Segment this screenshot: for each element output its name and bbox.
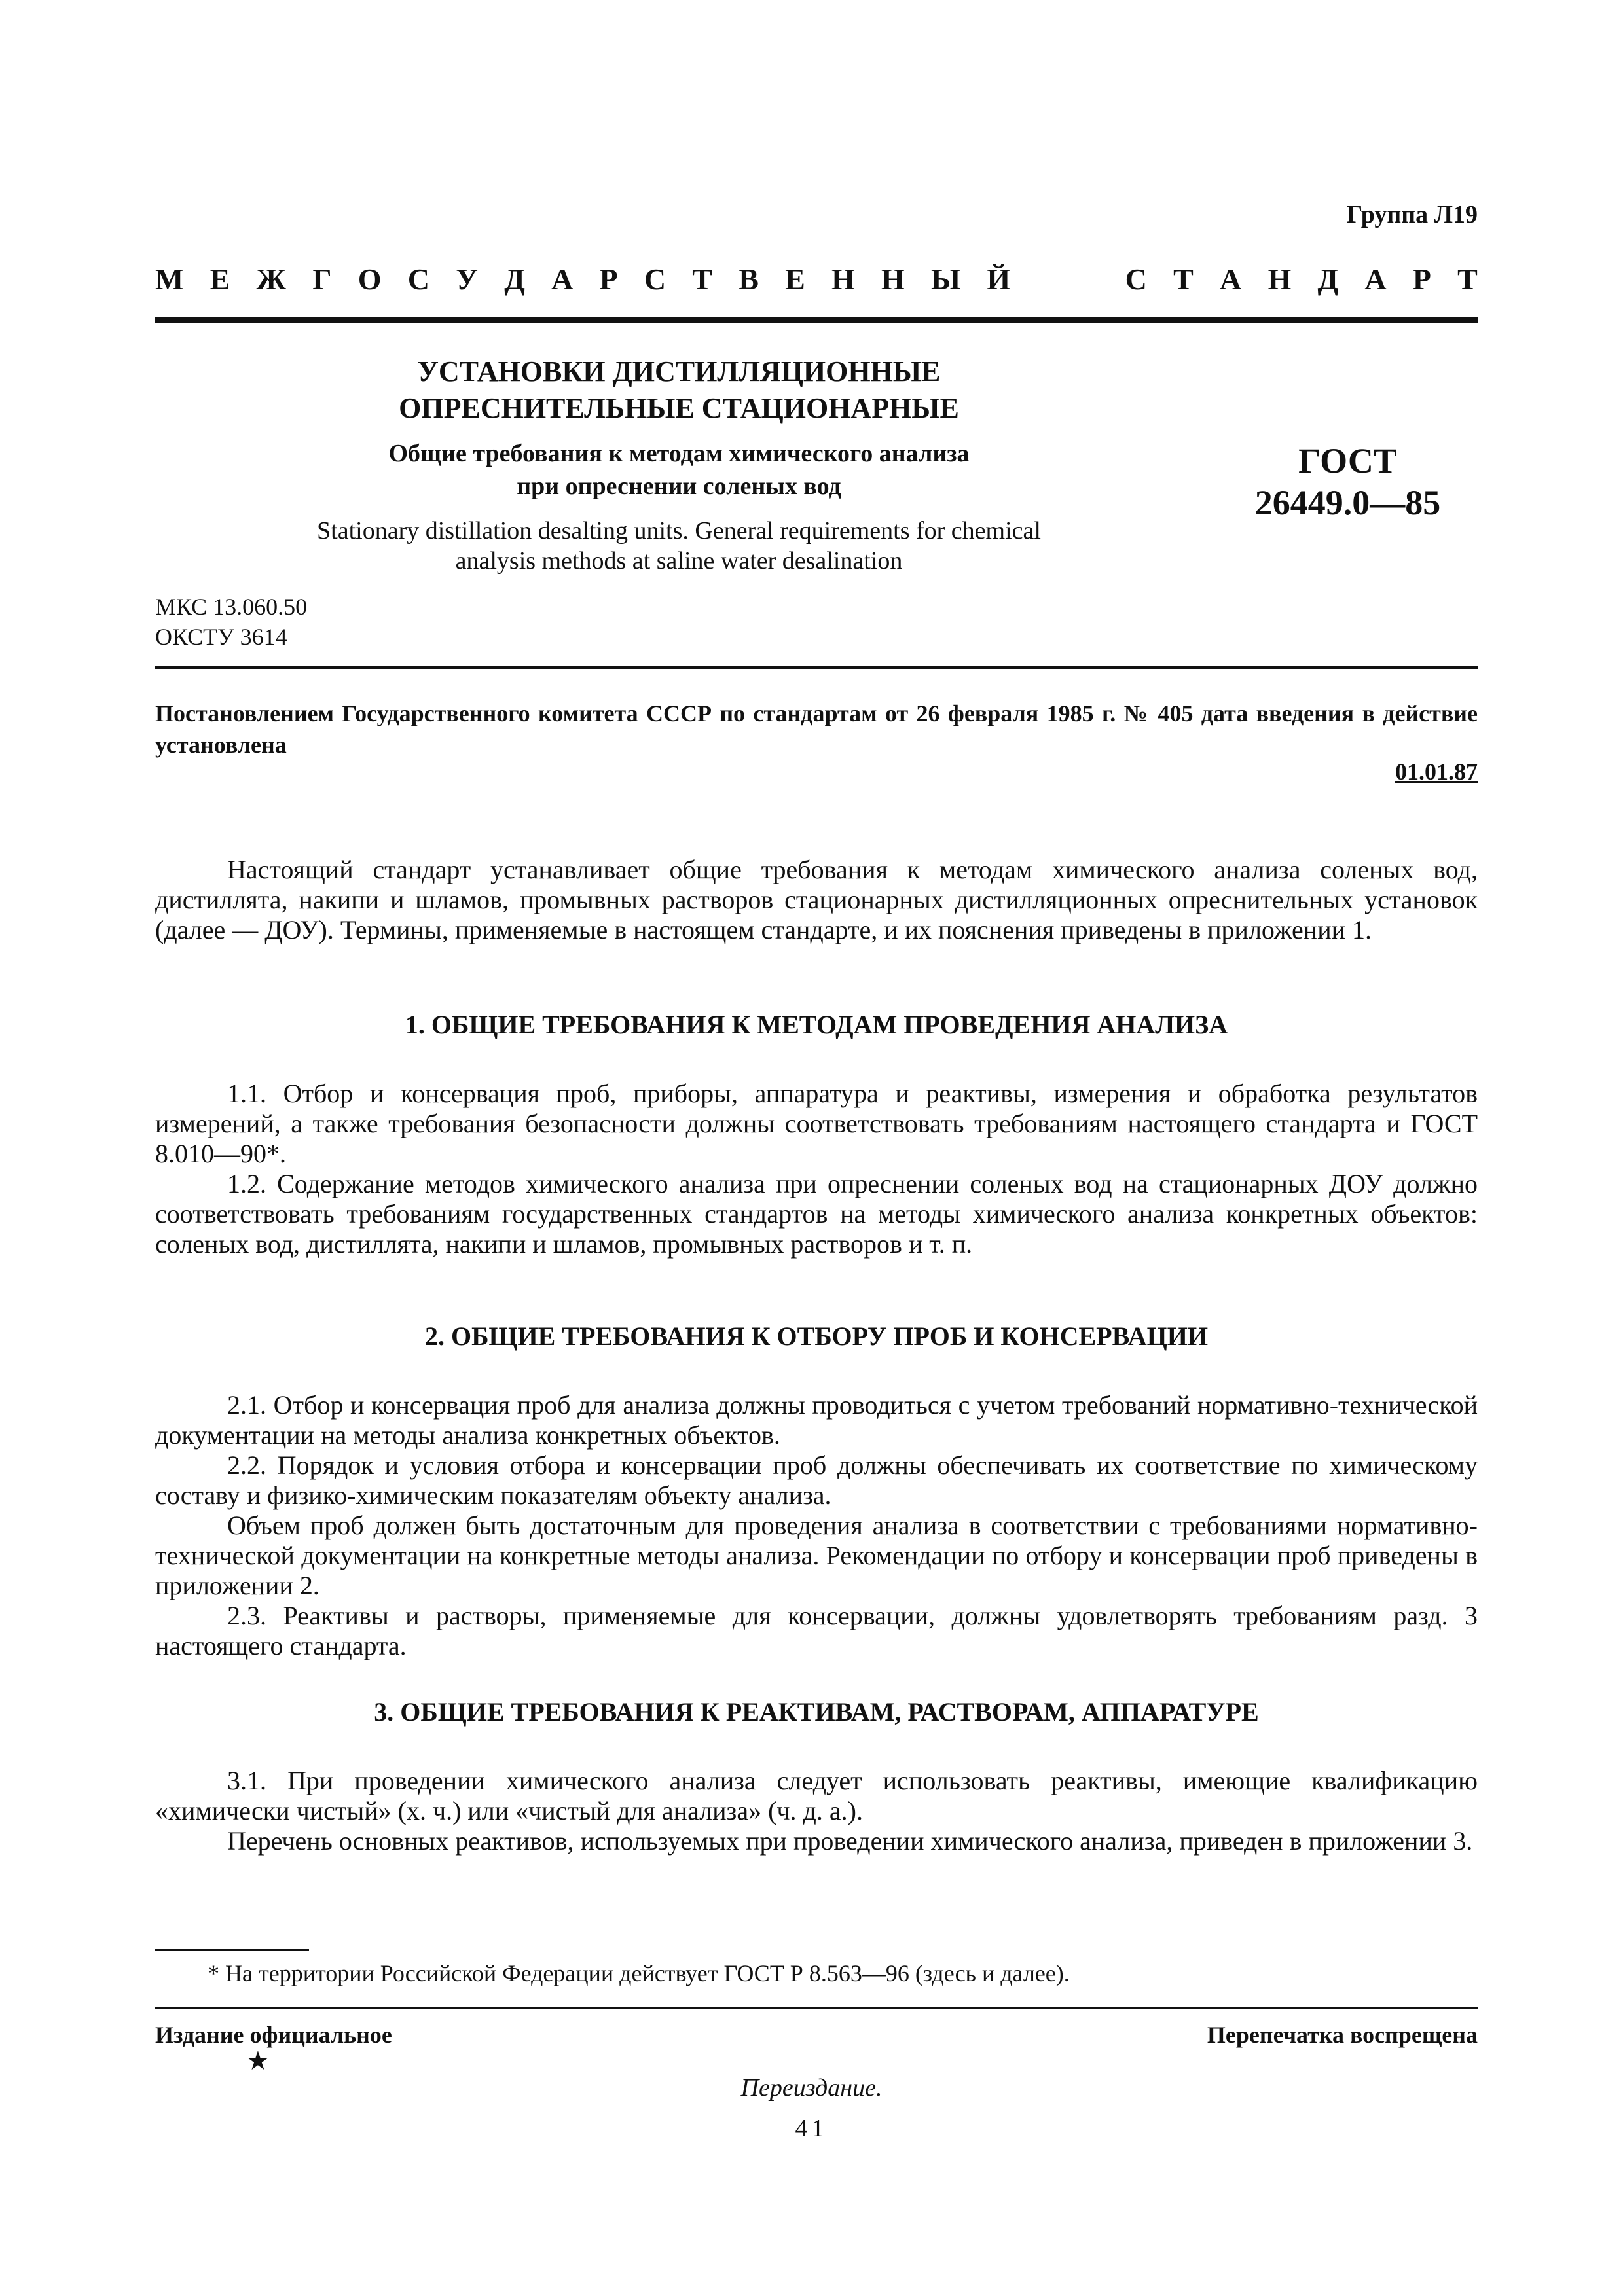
banner-letter: Н [831,262,855,296]
footer-rule [155,2007,1478,2009]
decree-text: Постановлением Государственного комитета СССР по стандартам от 26 февраля 1985 г. № 405 дата введения в действие установлена [155,700,1478,758]
section-1-heading: 1. ОБЩИЕ ТРЕБОВАНИЯ К МЕТОДАМ ПРОВЕДЕНИЯ АНАЛИЗА [405,1010,1228,1039]
banner-letter: О [357,262,382,296]
reissue-label: Переиздание. [740,2074,883,2102]
banner-letter: В [739,262,759,296]
paragraph-1-1: 1.1. Отбор и консервация проб, приборы, аппаратура и реактивы, измерения и обработка результатов измерений, а также требования безопасности должны соответствовать требованиям настоящего стандарта и ГОСТ 8.010—90*. [155,1079,1478,1168]
banner-letter: Т [692,262,712,296]
official-edition-label: Издание официальное [155,2022,392,2048]
section-3-heading: 3. ОБЩИЕ ТРЕБОВАНИЯ К РЕАКТИВАМ, РАСТВОРАМ, АППАРАТУРЕ [374,1697,1259,1727]
banner-letter: Н [1267,262,1292,296]
banner-letter: С [644,262,666,296]
gost-label: ГОСТ [1298,441,1397,480]
mks-code: МКС 13.060.50 [155,594,308,620]
footnote-rule [155,1949,309,1951]
banner-letter: У [456,262,478,296]
banner-letter: Р [1412,262,1431,296]
document-title [155,353,1203,427]
header-rule-bottom [155,666,1478,669]
title-en-line: Stationary distillation desalting units. General requirements for chemical [317,517,1041,545]
banner-letter: С [1125,262,1147,296]
banner-letter: Е [785,262,805,296]
document-subtitle [155,437,1203,503]
banner-letter: А [551,262,574,296]
paragraph-3-1: 3.1. При проведении химического анализа следует использовать реактивы, имеющие квалификацию «химически чистый» (х. ч.) или «чистый для анализа» (ч. д. а.). [155,1766,1478,1825]
paragraph-1-2: 1.2. Содержание методов химического анализа при опреснении соленых вод на стационарных ДОУ должно соответствовать требованиям государственных стандартов на методы химического анализа конкретных объектов: соленых вод, дистиллята, накипи и шламов, промывных растворов и т. п. [155,1169,1478,1259]
banner-letter: Д [1317,262,1339,296]
banner-letter: Ы [931,262,961,296]
title-en-line: analysis methods at saline water desalination [455,547,903,575]
paragraph-2-2: 2.2. Порядок и условия отбора и консервации проб должны обеспечивать их соответствие по химическому составу и физико-химическим показателям объекту анализа. [155,1450,1478,1510]
subtitle-line: при опреснении соленых вод [517,473,841,500]
banner-letter: Ж [256,262,287,296]
banner-letter: Р [599,262,618,296]
banner-letter: Д [504,262,525,296]
paragraph-2-1: 2.1. Отбор и консервация проб для анализа должны проводиться с учетом требований нормативно-технической документации на методы анализа конкретных объектов. [155,1390,1478,1450]
banner-letter: Н [881,262,905,296]
banner-letter: Т [1457,262,1478,296]
banner-letter: Т [1173,262,1194,296]
okstu-code: ОКСТУ 3614 [155,624,287,650]
reprint-prohibited-label: Перепечатка воспрещена [1207,2022,1478,2048]
banner-letter: А [1364,262,1387,296]
document-title-english [155,516,1203,576]
banner-letter: С [407,262,429,296]
title-line: ОПРЕСНИТЕЛЬНЫЕ СТАЦИОНАРНЫЕ [399,392,959,424]
standard-banner [155,260,1478,297]
subtitle-line: Общие требования к методам химического анализа [388,440,970,467]
paragraph-2-2-continued: Объем проб должен быть достаточным для проведения анализа в соответствии с требованиями нормативно-технической документации на конкретные методы анализа. Рекомендации по отбору и консервации проб приведены в приложении 2. [155,1511,1478,1600]
banner-letter: А [1219,262,1242,296]
banner-letter: М [155,262,184,296]
star-icon: ★ [246,2046,270,2076]
paragraph-3-1-continued: Перечень основных реактивов, используемых при проведении химического анализа, приведен в приложении 3. [227,1826,1473,1856]
paragraph-2-3: 2.3. Реактивы и растворы, применяемые для консервации, должны удовлетворять требованиям разд. 3 настоящего стандарта. [155,1601,1478,1660]
header-rule-top [155,317,1478,323]
banner-letter: Е [210,262,230,296]
banner-letter: Г [312,262,332,296]
intro-paragraph: Настоящий стандарт устанавливает общие требования к методам химического анализа соленых вод, дистиллята, накипи и шламов, промывных растворов стационарных дистилляционных опреснительных установок (далее — ДОУ). Термины, применяемые в настоящем стандарте, и их пояснения приведены в приложении 1. [155,855,1478,944]
introduction-date: 01.01.87 [1395,759,1478,785]
page-number: 41 [795,2115,828,2142]
classification-codes [155,592,307,652]
title-line: УСТАНОВКИ ДИСТИЛЛЯЦИОННЫЕ [417,355,941,387]
gost-number: 26449.0—85 [1254,483,1441,522]
gost-code [1218,440,1478,524]
group-label: Группа Л19 [1346,201,1478,228]
section-2-heading: 2. ОБЩИЕ ТРЕБОВАНИЯ К ОТБОРУ ПРОБ И КОНСЕРВАЦИИ [425,1321,1208,1351]
banner-letter: Й [987,262,1011,296]
footnote: * На территории Российской Федерации действует ГОСТ Р 8.563—96 (здесь и далее). [208,1960,1070,1986]
